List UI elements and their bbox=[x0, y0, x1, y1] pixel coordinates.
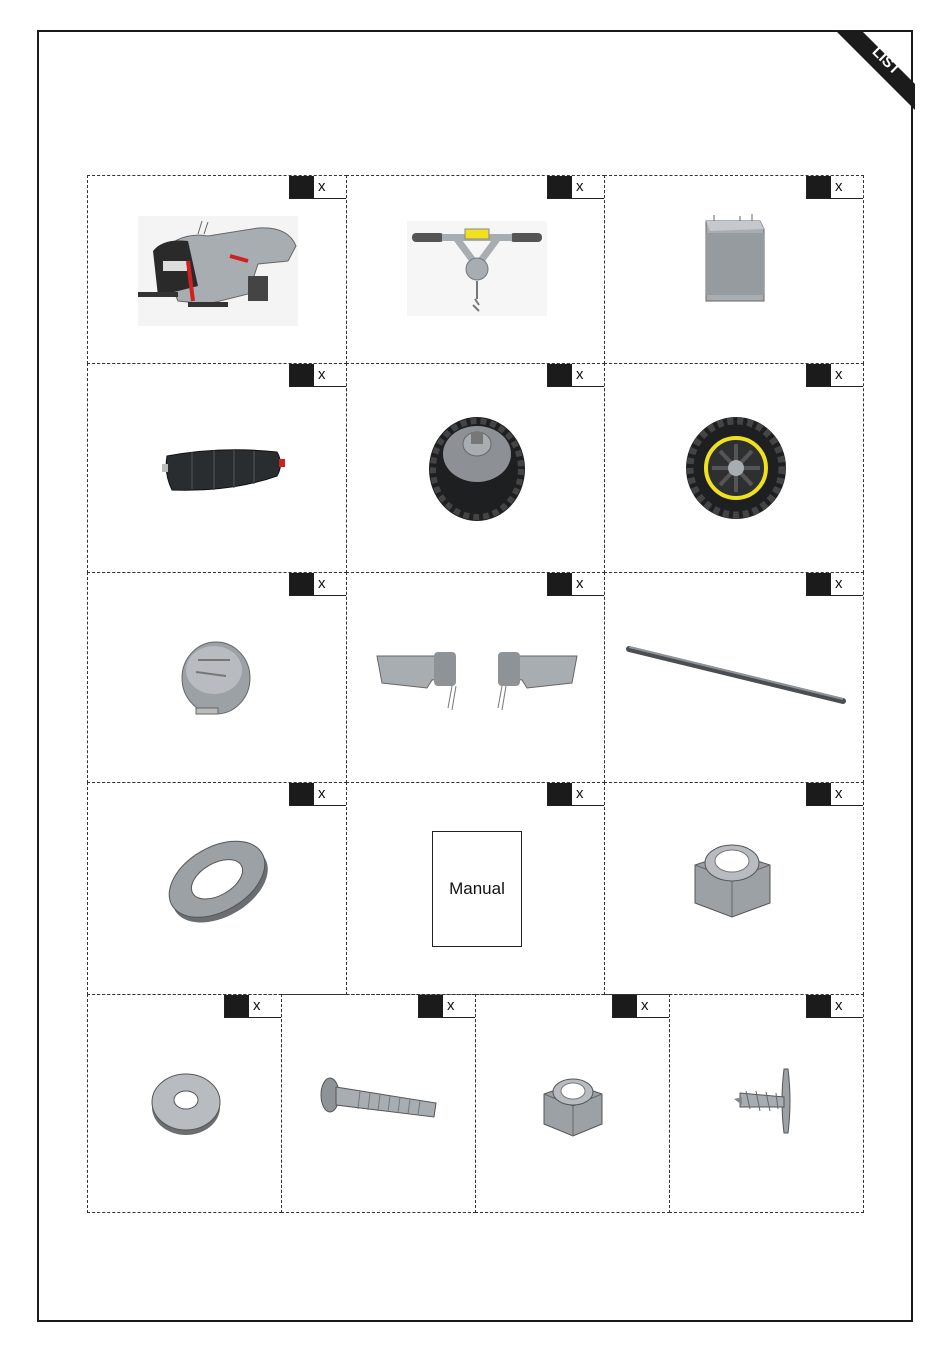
part-cell-large-washer bbox=[87, 782, 347, 995]
large-washer-icon bbox=[166, 833, 271, 928]
quantity-box bbox=[289, 783, 346, 806]
quantity-mark: x bbox=[314, 364, 346, 386]
quantity-mark: x bbox=[831, 783, 863, 805]
part-cell-handlebar bbox=[346, 175, 605, 364]
battery-icon bbox=[700, 211, 770, 306]
quantity-mark: x bbox=[831, 995, 863, 1017]
rear-wheel-icon bbox=[427, 414, 527, 524]
part-cell-manual bbox=[346, 782, 605, 995]
quantity-mark: x bbox=[572, 364, 604, 386]
quantity-box bbox=[289, 573, 346, 596]
part-cell-hub-cap bbox=[87, 572, 347, 783]
quantity-box bbox=[418, 995, 475, 1018]
quantity-box bbox=[547, 573, 604, 596]
manual-label: Manual bbox=[449, 879, 505, 898]
list-corner-tab bbox=[835, 30, 915, 110]
quantity-mark: x bbox=[637, 995, 669, 1017]
quantity-mark: x bbox=[572, 176, 604, 198]
quantity-box bbox=[806, 176, 863, 199]
steering-knuckles-icon bbox=[372, 638, 582, 723]
quantity-box bbox=[806, 995, 863, 1018]
quantity-mark: x bbox=[443, 995, 475, 1017]
parts-list-grid bbox=[87, 175, 864, 1213]
large-nut-icon bbox=[690, 835, 775, 925]
part-cell-steering-knuckles bbox=[346, 572, 605, 783]
list-tab-label: LIST bbox=[868, 43, 904, 79]
axle-rod-icon bbox=[625, 643, 847, 708]
part-cell-atv-body bbox=[87, 175, 347, 364]
part-cell-bolt bbox=[281, 994, 476, 1213]
part-cell-axle-rod bbox=[604, 572, 864, 783]
quantity-box bbox=[806, 783, 863, 806]
quantity-mark: x bbox=[314, 783, 346, 805]
quantity-mark: x bbox=[831, 176, 863, 198]
quantity-box bbox=[612, 995, 669, 1018]
push-pin-icon bbox=[732, 1063, 802, 1138]
quantity-mark: x bbox=[249, 995, 281, 1017]
part-cell-small-washer bbox=[87, 994, 282, 1213]
front-wheel-icon bbox=[685, 416, 787, 521]
part-cell-battery bbox=[604, 175, 864, 364]
manual-icon bbox=[432, 831, 522, 947]
part-cell-small-nut bbox=[475, 994, 670, 1213]
part-cell-push-pin bbox=[669, 994, 864, 1213]
hub-cap-icon bbox=[178, 638, 258, 718]
quantity-box bbox=[289, 364, 346, 387]
quantity-mark: x bbox=[831, 573, 863, 595]
bolt-icon bbox=[320, 1075, 440, 1120]
quantity-mark: x bbox=[314, 176, 346, 198]
small-nut-icon bbox=[542, 1070, 604, 1145]
part-cell-front-wheel bbox=[604, 363, 864, 573]
quantity-box bbox=[547, 783, 604, 806]
handlebar-icon bbox=[407, 221, 547, 316]
quantity-box bbox=[806, 573, 863, 596]
small-washer-icon bbox=[150, 1067, 222, 1137]
part-cell-seat bbox=[87, 363, 347, 573]
quantity-box bbox=[547, 176, 604, 199]
quantity-mark: x bbox=[831, 364, 863, 386]
quantity-mark: x bbox=[572, 783, 604, 805]
quantity-box bbox=[547, 364, 604, 387]
seat-icon bbox=[162, 444, 287, 499]
atv-body-icon bbox=[138, 216, 298, 326]
quantity-box bbox=[289, 176, 346, 199]
quantity-box bbox=[224, 995, 281, 1018]
quantity-mark: x bbox=[572, 573, 604, 595]
part-cell-large-nut bbox=[604, 782, 864, 995]
quantity-box bbox=[806, 364, 863, 387]
part-cell-rear-wheel bbox=[346, 363, 605, 573]
quantity-mark: x bbox=[314, 573, 346, 595]
